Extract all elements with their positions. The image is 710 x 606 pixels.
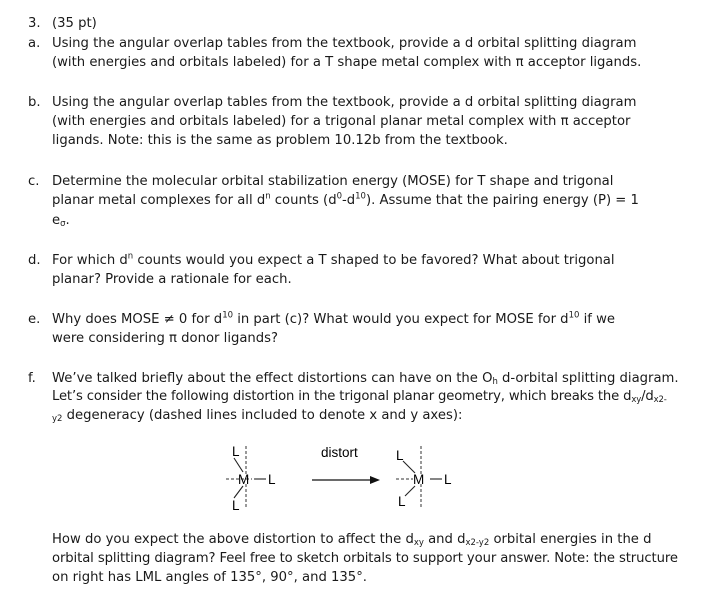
- left-ligand-right: L: [268, 472, 276, 487]
- part-f-question-line-1: How do you expect the above distortion to affect the $d_{xy}$ and $d_{x2-y2}$ orbital energies in the d: [52, 532, 652, 548]
- part-e-line-2: were considering π donor ligands?: [52, 331, 279, 346]
- problem-number: 3.: [28, 16, 41, 31]
- distort-label: distort: [321, 445, 358, 460]
- part-c-line-1: Determine the molecular orbital stabilization energy (MOSE) for T shape and trigonal: [52, 174, 614, 189]
- problem-points: (35 pt): [52, 16, 97, 31]
- right-metal-label: M: [413, 472, 425, 487]
- part-f-question-line-2: orbital splitting diagram? Feel free to sketch orbitals to support your answer. Note: the structure: [52, 551, 678, 566]
- part-a-line-1: Using the angular overlap tables from the textbook, provide a d orbital splitting diagram: [52, 36, 637, 51]
- part-d-line-1: For which $d^n$ counts would you expect a T shaped to be favored? What about trigonal: [52, 251, 615, 268]
- part-f-line-3: $_{y2}$ degeneracy (dashed lines included to denote x and y axes):: [52, 408, 463, 424]
- part-b-line-1: Using the angular overlap tables from the textbook, provide a d orbital splitting diagram: [52, 95, 637, 110]
- right-ligand-right: L: [444, 472, 452, 487]
- part-b-line-3: ligands. Note: this is the same as problem 10.12b from the textbook.: [52, 133, 508, 148]
- trigonal-planar-structure: [226, 444, 276, 513]
- part-f-line-2: Let’s consider the following distortion in the trigonal planar geometry, which breaks the $d_{xy}/d_{x2-}$: [52, 389, 667, 405]
- part-f-label: f.: [28, 371, 36, 386]
- right-ligand-bottom: L: [398, 494, 406, 509]
- part-c-label: c.: [28, 174, 40, 189]
- part-e-line-1: Why does MOSE ≠ 0 for $d^{10}$ in part (c)? What would you expect for MOSE for $d^{10}$ if we: [52, 310, 615, 327]
- part-f-question-line-3: on right has LML angles of 135°, 90°, and 135°.: [52, 570, 367, 585]
- distorted-structure: [396, 446, 452, 509]
- part-a-label: a.: [28, 36, 41, 51]
- part-c-line-2: planar metal complexes for all $d^n$ counts $(d^0-d^{10})$. Assume that the pairing energy (P) = 1: [52, 191, 639, 208]
- part-a-line-2: (with energies and orbitals labeled) for a T shape metal complex with π acceptor ligands.: [52, 55, 642, 70]
- left-ligand-bottom: L: [232, 498, 240, 513]
- part-f-line-1: We’ve talked briefly about the effect distortions can have on the $O_h$ d-orbital splitting diagram.: [52, 371, 679, 387]
- part-e-label: e.: [28, 312, 41, 327]
- part-c-line-3: $e_\sigma$.: [52, 213, 70, 229]
- part-b-label: b.: [28, 95, 41, 110]
- left-metal-label: M: [238, 472, 250, 487]
- part-b-line-2: (with energies and orbitals labeled) for a trigonal planar metal complex with π acceptor: [52, 114, 631, 129]
- part-d-line-2: planar? Provide a rationale for each.: [52, 272, 292, 287]
- distort-arrow: [312, 445, 380, 484]
- part-d-label: d.: [28, 253, 41, 268]
- left-ligand-top: L: [232, 444, 240, 459]
- right-ligand-top: L: [396, 448, 404, 463]
- distortion-diagram: [220, 436, 470, 516]
